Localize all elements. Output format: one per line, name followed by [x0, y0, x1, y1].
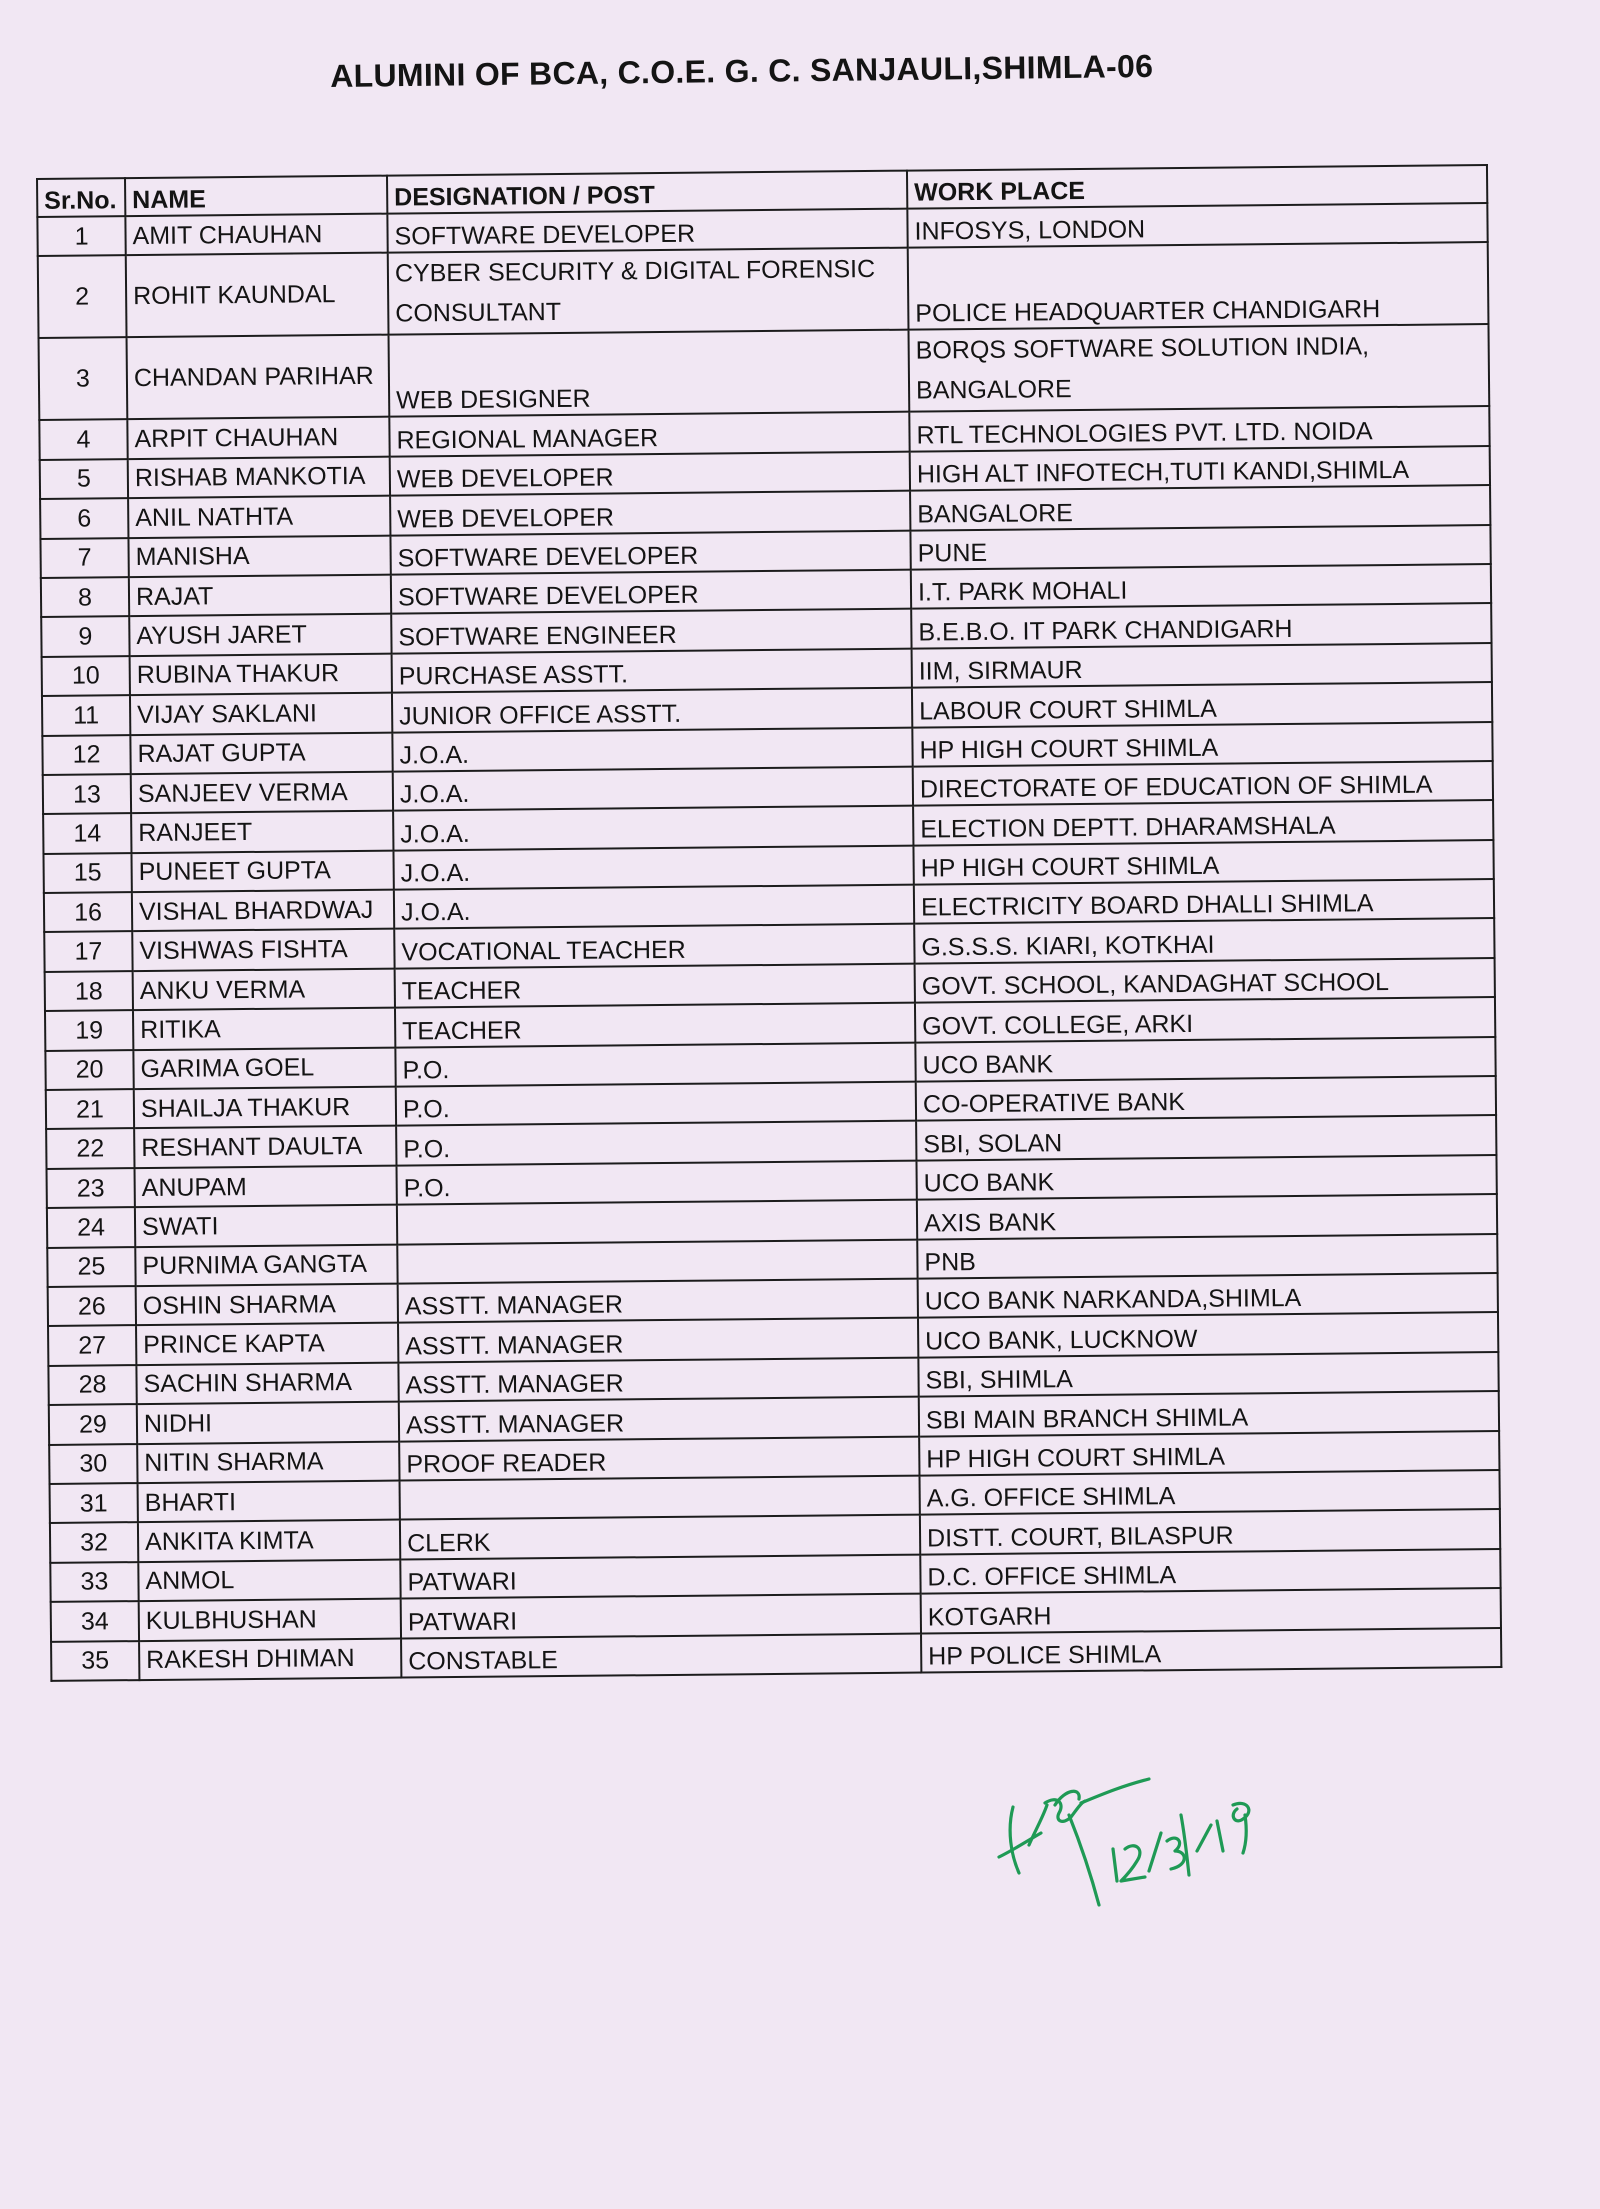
- cell-name: AMIT CHAUHAN: [125, 214, 387, 256]
- cell-work-place: HP HIGH COURT SHIMLA: [913, 840, 1493, 885]
- cell-sr-no: 23: [47, 1168, 135, 1208]
- table-body: [37, 203, 1501, 1681]
- cell-sr-no: 34: [51, 1601, 139, 1641]
- cell-work-place: SBI, SHIMLA: [918, 1352, 1498, 1397]
- cell-designation: [397, 1239, 917, 1283]
- cell-sr-no: 6: [40, 498, 128, 538]
- cell-designation: CLERK: [400, 1515, 920, 1559]
- cell-name: SANJEEV VERMA: [131, 772, 393, 814]
- cell-designation: PATWARI: [400, 1554, 920, 1598]
- cell-name: VISHWAS FISHTA: [132, 929, 394, 971]
- cell-designation: CONSTABLE: [401, 1633, 921, 1677]
- cell-name: SACHIN SHARMA: [136, 1362, 398, 1404]
- cell-designation: ASSTT. MANAGER: [398, 1279, 918, 1323]
- cell-sr-no: 20: [45, 1050, 133, 1090]
- cell-work-place: HP HIGH COURT SHIMLA: [919, 1431, 1499, 1476]
- cell-name: ANMOL: [138, 1559, 400, 1601]
- cell-work-place: POLICE HEADQUARTER CHANDIGARH: [908, 242, 1489, 330]
- cell-designation: TEACHER: [395, 1003, 915, 1047]
- cell-designation: P.O.: [396, 1160, 916, 1204]
- cell-designation: WEB DEVELOPER: [390, 451, 910, 495]
- cell-work-place: DISTT. COURT, BILASPUR: [920, 1509, 1500, 1554]
- cell-sr-no: 15: [43, 853, 131, 893]
- cell-designation: P.O.: [395, 1042, 915, 1086]
- cell-sr-no: 33: [50, 1562, 138, 1602]
- cell-work-place: UCO BANK: [915, 1037, 1495, 1082]
- cell-name: NIDHI: [137, 1402, 399, 1444]
- cell-sr-no: 25: [47, 1247, 135, 1287]
- cell-work-place: SBI, SOLAN: [916, 1115, 1496, 1160]
- cell-work-place: LABOUR COURT SHIMLA: [912, 682, 1492, 727]
- cell-name: PURNIMA GANGTA: [135, 1244, 397, 1286]
- cell-sr-no: 8: [41, 577, 129, 617]
- cell-sr-no: 24: [47, 1207, 135, 1247]
- cell-name: ANKITA KIMTA: [138, 1520, 400, 1562]
- table-row: [38, 242, 1489, 338]
- cell-sr-no: 13: [43, 774, 131, 814]
- cell-name: GARIMA GOEL: [133, 1047, 395, 1089]
- cell-designation: J.O.A.: [393, 767, 913, 811]
- cell-designation: [397, 1200, 917, 1244]
- cell-designation: SOFTWARE DEVELOPER: [391, 570, 911, 614]
- cell-designation: P.O.: [396, 1121, 916, 1165]
- cell-work-place: I.T. PARK MOHALI: [911, 564, 1491, 609]
- cell-sr-no: 18: [45, 971, 133, 1011]
- cell-work-place: UCO BANK NARKANDA,SHIMLA: [918, 1273, 1498, 1318]
- cell-work-place: SBI MAIN BRANCH SHIMLA: [919, 1391, 1499, 1436]
- cell-name: RANJEET: [131, 811, 393, 853]
- table-row: [39, 324, 1490, 420]
- cell-name: ANKU VERMA: [133, 968, 395, 1010]
- cell-sr-no: 3: [39, 338, 128, 421]
- cell-name: ANUPAM: [135, 1165, 397, 1207]
- column-header-name: NAME: [125, 176, 387, 217]
- cell-designation: WEB DESIGNER: [389, 330, 910, 417]
- cell-sr-no: 19: [45, 1010, 133, 1050]
- cell-name: VIJAY SAKLANI: [130, 693, 392, 735]
- cell-designation: SOFTWARE DEVELOPER: [387, 209, 907, 253]
- cell-sr-no: 5: [40, 459, 128, 499]
- cell-work-place: ELECTRICITY BOARD DHALLI SHIMLA: [914, 879, 1494, 924]
- alumni-table-wrapper: [36, 164, 1500, 1682]
- cell-designation: SOFTWARE ENGINEER: [391, 609, 911, 653]
- cell-work-place: PNB: [917, 1234, 1497, 1279]
- cell-name: RISHAB MANKOTIA: [128, 456, 390, 498]
- cell-name: CHANDAN PARIHAR: [127, 335, 390, 420]
- cell-designation: ASSTT. MANAGER: [399, 1397, 919, 1441]
- cell-sr-no: 10: [42, 656, 130, 696]
- cell-sr-no: 32: [50, 1522, 138, 1562]
- cell-name: SHAILJA THAKUR: [134, 1087, 396, 1129]
- handwritten-signature: [985, 1732, 1285, 1945]
- cell-designation: [400, 1476, 920, 1520]
- cell-name: KULBHUSHAN: [139, 1599, 401, 1641]
- cell-sr-no: 27: [48, 1325, 136, 1365]
- cell-work-place: DIRECTORATE OF EDUCATION OF SHIMLA: [913, 761, 1493, 806]
- cell-work-place: BANGALORE: [910, 485, 1490, 530]
- cell-name: MANISHA: [128, 535, 390, 577]
- signature-date: 12/3/19: [985, 1732, 1039, 1749]
- cell-sr-no: 22: [46, 1129, 134, 1169]
- cell-work-place: A.G. OFFICE SHIMLA: [919, 1470, 1499, 1515]
- cell-sr-no: 30: [49, 1444, 137, 1484]
- cell-sr-no: 1: [37, 216, 125, 256]
- document-title: ALUMINI OF BCA, C.O.E. G. C. SANJAULI,SHIMLA-06: [330, 47, 1154, 94]
- cell-sr-no: 17: [44, 932, 132, 972]
- cell-name: RESHANT DAULTA: [134, 1126, 396, 1168]
- cell-sr-no: 11: [42, 695, 130, 735]
- cell-name: PUNEET GUPTA: [131, 850, 393, 892]
- column-header-work-place: WORK PLACE: [907, 165, 1487, 209]
- cell-work-place: AXIS BANK: [917, 1194, 1497, 1239]
- cell-sr-no: 28: [48, 1365, 136, 1405]
- cell-designation: J.O.A.: [394, 885, 914, 929]
- cell-sr-no: 12: [42, 735, 130, 775]
- cell-work-place: HP POLICE SHIMLA: [921, 1628, 1501, 1673]
- cell-name: ANIL NATHTA: [128, 496, 390, 538]
- cell-name: PRINCE KAPTA: [136, 1323, 398, 1365]
- cell-sr-no: 16: [44, 892, 132, 932]
- cell-designation: CYBER SECURITY & DIGITAL FORENSIC CONSULTANT: [388, 248, 909, 335]
- cell-sr-no: 29: [49, 1404, 137, 1444]
- cell-work-place: PUNE: [910, 525, 1490, 570]
- cell-designation: REGIONAL MANAGER: [389, 412, 909, 456]
- cell-name: RAJAT: [129, 575, 391, 617]
- cell-work-place: HP HIGH COURT SHIMLA: [912, 722, 1492, 767]
- cell-work-place: IIM, SIRMAUR: [912, 643, 1492, 688]
- cell-work-place: KOTGARH: [921, 1588, 1501, 1633]
- column-header-designation: DESIGNATION / POST: [387, 171, 907, 214]
- cell-work-place: BORQS SOFTWARE SOLUTION INDIA, BANGALORE: [908, 324, 1489, 412]
- cell-work-place: GOVT. SCHOOL, KANDAGHAT SCHOOL: [915, 958, 1495, 1003]
- cell-work-place: HIGH ALT INFOTECH,TUTI KANDI,SHIMLA: [910, 446, 1490, 491]
- cell-sr-no: 2: [38, 256, 127, 339]
- cell-designation: PURCHASE ASSTT.: [392, 648, 912, 692]
- cell-sr-no: 4: [39, 420, 127, 460]
- cell-work-place: G.S.S.S. KIARI, KOTKHAI: [914, 919, 1494, 964]
- cell-sr-no: 7: [40, 538, 128, 578]
- cell-work-place: UCO BANK: [916, 1155, 1496, 1200]
- cell-work-place: RTL TECHNOLOGIES PVT. LTD. NOIDA: [909, 406, 1489, 451]
- cell-designation: ASSTT. MANAGER: [398, 1357, 918, 1401]
- cell-designation: ASSTT. MANAGER: [398, 1318, 918, 1362]
- cell-sr-no: 26: [48, 1286, 136, 1326]
- cell-work-place: UCO BANK, LUCKNOW: [918, 1312, 1498, 1357]
- cell-designation: J.O.A.: [393, 845, 913, 889]
- cell-work-place: B.E.B.O. IT PARK CHANDIGARH: [911, 603, 1491, 648]
- cell-sr-no: 31: [50, 1483, 138, 1523]
- cell-name: ROHIT KAUNDAL: [126, 253, 389, 338]
- cell-work-place: ELECTION DEPTT. DHARAMSHALA: [913, 800, 1493, 845]
- cell-name: ARPIT CHAUHAN: [127, 417, 389, 459]
- cell-name: BHARTI: [138, 1481, 400, 1523]
- cell-designation: PROOF READER: [399, 1436, 919, 1480]
- cell-sr-no: 9: [41, 616, 129, 656]
- cell-designation: P.O.: [396, 1082, 916, 1126]
- cell-designation: J.O.A.: [393, 806, 913, 850]
- cell-designation: JUNIOR OFFICE ASSTT.: [392, 688, 912, 732]
- cell-designation: TEACHER: [395, 963, 915, 1007]
- cell-designation: J.O.A.: [392, 727, 912, 771]
- cell-name: RAJAT GUPTA: [130, 732, 392, 774]
- column-header-sr-no: Sr.No.: [37, 178, 125, 217]
- cell-name: RUBINA THAKUR: [130, 653, 392, 695]
- cell-sr-no: 21: [46, 1089, 134, 1129]
- alumni-table: [36, 164, 1502, 1682]
- cell-name: RITIKA: [133, 1008, 395, 1050]
- cell-work-place: GOVT. COLLEGE, ARKI: [915, 997, 1495, 1042]
- cell-work-place: INFOSYS, LONDON: [907, 203, 1487, 248]
- cell-sr-no: 35: [51, 1641, 139, 1681]
- cell-name: NITIN SHARMA: [137, 1441, 399, 1483]
- cell-name: RAKESH DHIMAN: [139, 1638, 401, 1680]
- cell-sr-no: 14: [43, 813, 131, 853]
- cell-work-place: CO-OPERATIVE BANK: [916, 1076, 1496, 1121]
- cell-name: AYUSH JARET: [129, 614, 391, 656]
- cell-designation: WEB DEVELOPER: [390, 491, 910, 535]
- cell-work-place: D.C. OFFICE SHIMLA: [920, 1549, 1500, 1594]
- cell-designation: SOFTWARE DEVELOPER: [390, 530, 910, 574]
- cell-name: VISHAL BHARDWAJ: [132, 890, 394, 932]
- cell-designation: PATWARI: [401, 1594, 921, 1638]
- cell-designation: VOCATIONAL TEACHER: [394, 924, 914, 968]
- cell-name: OSHIN SHARMA: [136, 1284, 398, 1326]
- cell-name: SWATI: [135, 1205, 397, 1247]
